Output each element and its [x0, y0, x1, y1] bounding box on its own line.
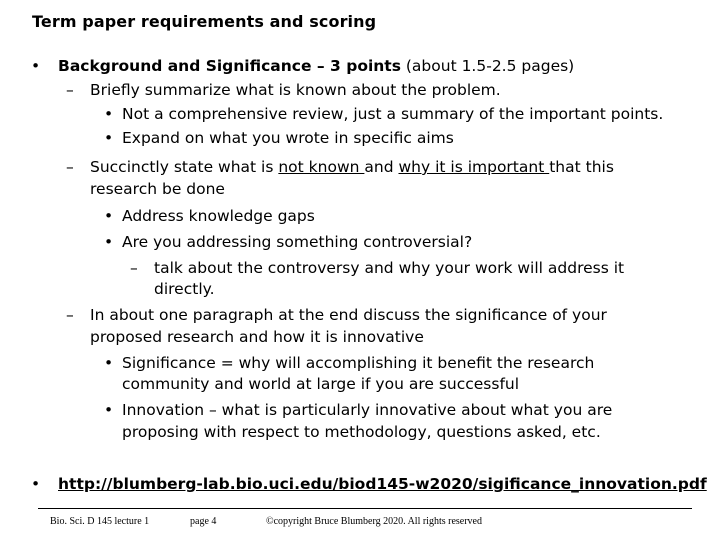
link-line: [58, 474, 707, 495]
list-item: Expand on what you wrote in specific aims: [122, 129, 454, 147]
bullet-marker: •: [104, 354, 114, 372]
list-item: Are you addressing something controversial?: [122, 233, 473, 251]
list-item-continuation: proposing with respect to methodology, questions asked, etc.: [122, 423, 601, 441]
footer-copyright: ©copyright Bruce Blumberg 2020. All rights reserved: [266, 516, 482, 527]
bullet-marker: •: [31, 57, 41, 75]
footer-course: Bio. Sci. D 145 lecture 1: [50, 516, 150, 527]
list-item-continuation: proposed research and how it is innovative: [90, 328, 424, 346]
list-item: Innovation – what is particularly innovative about what you are: [122, 401, 613, 419]
bullet-marker: •: [104, 401, 114, 419]
bullet-marker: •: [104, 129, 114, 147]
list-item: Significance = why will accomplishing it benefit the research: [122, 354, 595, 372]
section-heading-bold: Background and Significance – 3 points: [58, 57, 401, 75]
list-item: Not a comprehensive review, just a summary of the important points.: [122, 105, 664, 123]
list-item: talk about the controversy and why your work will address it: [154, 259, 625, 277]
resource-link[interactable]: http://blumberg-lab.bio.uci.edu/biod145-w2020/sigificance_innovation.pdf: [58, 475, 707, 493]
text-segment: that this: [549, 158, 614, 176]
footer-page-number: page 4: [190, 516, 217, 527]
list-item-continuation: research be done: [90, 180, 225, 198]
list-item-continuation: community and world at large if you are successful: [122, 375, 520, 393]
page-title: Term paper requirements and scoring: [32, 12, 377, 31]
bullet-marker: •: [104, 207, 114, 225]
underlined-text: not known: [278, 158, 365, 176]
dash-marker: –: [66, 306, 74, 324]
footer-divider: [38, 508, 692, 509]
list-item: In about one paragraph at the end discuss the significance of your: [90, 306, 607, 324]
dash-marker: –: [66, 158, 74, 176]
bullet-marker: •: [104, 233, 114, 251]
text-segment: Succinctly state what is: [90, 158, 279, 176]
list-item: [90, 157, 614, 178]
text-segment: and: [364, 158, 399, 176]
bullet-marker: •: [31, 475, 41, 493]
list-item: Address knowledge gaps: [122, 207, 315, 225]
dash-marker: –: [66, 81, 74, 99]
underlined-text: why it is important: [398, 158, 550, 176]
dash-marker: –: [130, 259, 138, 277]
list-item-continuation: directly.: [154, 280, 215, 298]
list-item: Briefly summarize what is known about the problem.: [90, 81, 501, 99]
bullet-marker: •: [104, 105, 114, 123]
section-heading: [58, 56, 574, 77]
section-heading-suffix: (about 1.5-2.5 pages): [400, 57, 575, 75]
